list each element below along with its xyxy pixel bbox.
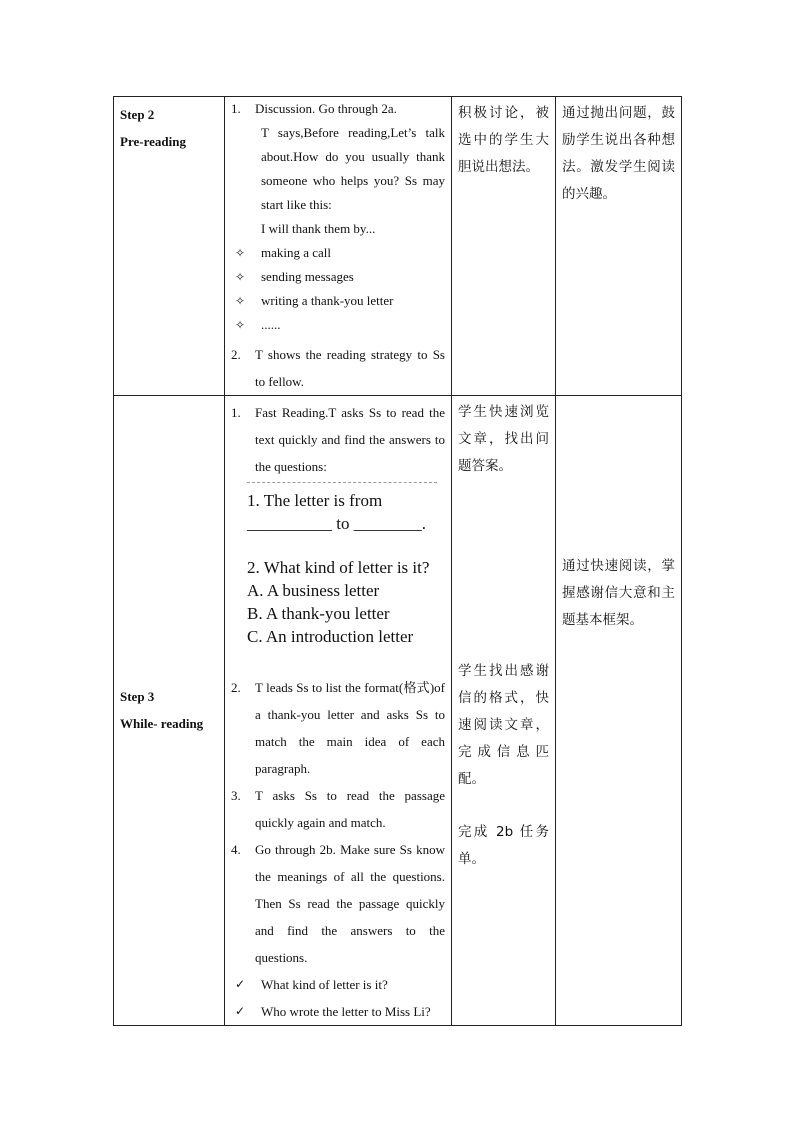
bullet-item: ✧ sending messages [231, 265, 445, 289]
step3-student-activity-a: 学生快速浏览文章，找出问题答案。 [458, 404, 549, 474]
step3-purpose: 通过快速阅读，掌握感谢信大意和主题基本框架。 [562, 558, 675, 628]
step3-student-activity-b: 学生找出感谢信的格式，快速阅读文章，完成信息匹配。 [458, 663, 549, 787]
step3-student-cell [452, 396, 556, 1026]
step2-purpose: 通过抛出问题，鼓励学生说出各种想法。激发学生阅读的兴趣。 [562, 105, 675, 202]
step2-item-2: 2. T shows the reading strategy to Ss to fellow. [231, 347, 445, 389]
step3-item-2: 2. T leads Ss to list the format(格式)of a thank-you letter and asks Ss to match the main idea of each paragraph. [231, 680, 445, 776]
diamond-sparkle-icon: ✧ [235, 246, 246, 260]
quiz-option: A. A business letter [247, 581, 380, 600]
step3-label-cell [114, 396, 225, 1026]
step3-student-activity-c: 完成 2b 任务单。 [458, 824, 549, 867]
quiz-box [231, 489, 445, 648]
step3-item-4: 4. Go through 2b. Make sure Ss know the meanings of all the questions. Then Ss read the passage quickly and find the answers to the questions. [231, 842, 445, 965]
step2-phase: Pre-reading [120, 134, 186, 149]
step2-label-cell [114, 97, 225, 396]
step2-procedure-cell [225, 97, 452, 396]
quiz-option: B. A thank-you letter [247, 604, 390, 623]
step3-procedure-cell [225, 396, 452, 1026]
step2-student-activity: 积极讨论，被选中的学生大胆说出想法。 [458, 105, 549, 175]
step2-student-cell [452, 97, 556, 396]
diamond-sparkle-icon: ✧ [235, 294, 246, 308]
step2-item-1: 1. Discussion. Go through 2a. [231, 101, 397, 116]
step2-item-1-detail: T says,Before reading,Let’s talk about.How do you usually thank someone who helps you? Ss may start like this: [261, 125, 445, 212]
check-mark-icon: ✓ [235, 1004, 246, 1018]
step3-item-1: 1. Fast Reading.T asks Ss to read the text quickly and find the answers to the questions: [231, 405, 445, 474]
step3-purpose-cell [556, 396, 682, 1026]
bullet-item: ✧ making a call [231, 241, 445, 265]
bullet-item: ✧ ...... [231, 313, 445, 337]
quiz-question-1-blank: __________ to ________. [247, 514, 426, 533]
check-item: ✓ Who wrote the letter to Miss Li? [231, 998, 445, 1025]
quiz-question-2: 2. What kind of letter is it? [247, 558, 430, 577]
check-mark-icon: ✓ [235, 977, 246, 991]
diamond-sparkle-icon: ✧ [235, 270, 246, 284]
step2-title: Step 2 [120, 107, 155, 122]
step3-row [114, 396, 682, 1026]
step2-row [114, 97, 682, 396]
step3-phase: While- reading [120, 716, 204, 731]
step2-item-1-lead: I will thank them by... [261, 221, 376, 236]
quiz-option: C. An introduction letter [247, 627, 414, 646]
bullet-item: ✧ writing a thank-you letter [231, 289, 445, 313]
step3-title: Step 3 [120, 689, 155, 704]
step2-purpose-cell [556, 97, 682, 396]
check-item: ✓ What kind of letter is it? [231, 971, 445, 998]
diamond-sparkle-icon: ✧ [235, 318, 246, 332]
quiz-question-1: 1. The letter is from [247, 491, 383, 510]
dashed-divider [247, 482, 437, 483]
lesson-plan-table [113, 96, 682, 1026]
step3-item-3: 3. T asks Ss to read the passage quickly again and match. [231, 788, 445, 830]
